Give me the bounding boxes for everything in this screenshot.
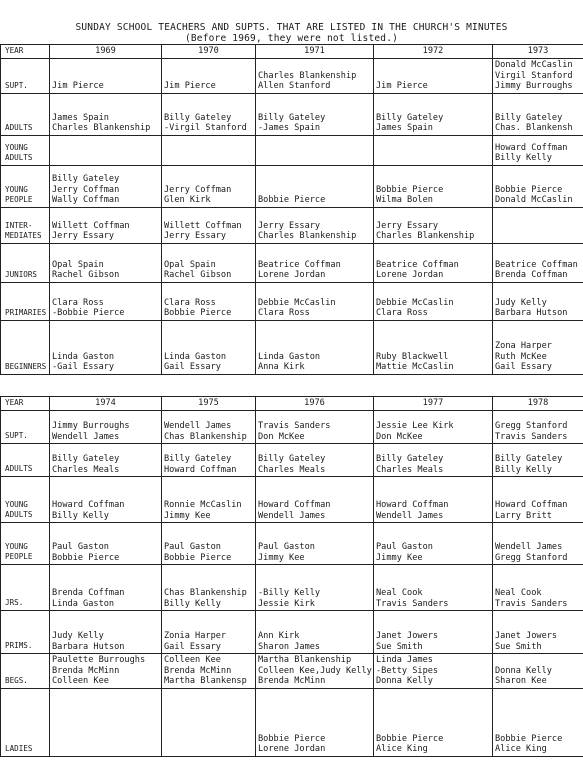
teacher-cell xyxy=(374,411,493,444)
teacher-name: Jerry Essary xyxy=(52,231,115,241)
teacher-cell xyxy=(162,477,256,523)
teacher-name: Bobbie Pierce xyxy=(495,184,563,195)
teacher-name: Janet Jowers xyxy=(495,631,558,641)
teacher-name: Charles Blankenship xyxy=(258,231,357,241)
teacher-cell xyxy=(256,523,374,565)
teacher-name: Brenda McMinn xyxy=(52,665,120,676)
teacher-name: Billy Gateley xyxy=(52,454,120,464)
teacher-name: Jimmy Kee xyxy=(376,552,423,563)
teacher-name: Jimmy Burroughs xyxy=(52,421,130,431)
teacher-cell xyxy=(493,93,583,135)
teacher-name: Wendell James xyxy=(164,421,232,431)
year-header: 1973 xyxy=(493,45,583,59)
teacher-name: Sue Smith xyxy=(376,641,423,652)
teacher-name: Don McKee xyxy=(376,431,423,442)
teacher-name: Glen Kirk xyxy=(164,195,211,205)
teacher-cell xyxy=(374,59,493,94)
teacher-name: Debbie McCaslin xyxy=(258,297,336,308)
teacher-name: Charles Meals xyxy=(52,464,120,475)
teacher-cell xyxy=(162,320,256,374)
teacher-name: Linda James xyxy=(376,655,433,665)
teacher-name: -Virgil Stanford xyxy=(164,123,247,133)
teacher-cell xyxy=(493,59,583,94)
year-header: 1975 xyxy=(162,397,256,411)
teacher-name: Lorene Jordan xyxy=(258,744,326,754)
teacher-cell xyxy=(493,243,583,282)
teacher-name: Howard Coffman xyxy=(495,142,568,153)
teacher-name: -Gail Essary xyxy=(52,362,115,372)
teacher-name: Clara Ross xyxy=(52,297,104,308)
row-label: INTER- MEDIATES xyxy=(1,207,50,243)
teacher-cell xyxy=(256,654,374,689)
teacher-cell xyxy=(162,59,256,94)
teacher-name: Bobbie Pierce xyxy=(52,552,120,563)
teacher-name: Bobbie Pierce xyxy=(376,733,444,744)
teacher-name: Judy Kelly xyxy=(495,297,547,308)
teacher-name: Bobbie Pierce xyxy=(495,733,563,744)
teacher-cell xyxy=(256,93,374,135)
teacher-name: Rachel Gibson xyxy=(164,270,232,280)
row-label: ADULTS xyxy=(1,93,50,135)
teacher-name: Gregg Stanford xyxy=(495,552,568,563)
teacher-name: Howard Coffman xyxy=(52,500,125,510)
table-row xyxy=(1,93,583,135)
teacher-name: Billy Gateley xyxy=(376,112,444,123)
teacher-cell xyxy=(50,523,162,565)
teacher-name: -Bobbie Pierce xyxy=(52,308,125,318)
row-label: YOUNG ADULTS xyxy=(1,135,50,165)
teacher-name: Travis Sanders xyxy=(258,421,331,431)
teacher-cell xyxy=(162,611,256,654)
teacher-name: Billy Gateley xyxy=(164,454,232,464)
teacher-cell xyxy=(493,135,583,165)
teacher-cell xyxy=(50,93,162,135)
teacher-name: Ruth McKee xyxy=(495,351,547,362)
teacher-name: Donna Kelly xyxy=(495,665,552,676)
teacher-name: -Betty Sipes xyxy=(376,665,439,676)
teacher-cell xyxy=(493,688,583,756)
teacher-name: Howard Coffman xyxy=(495,500,568,510)
teacher-name: Wendell James xyxy=(495,542,563,552)
teacher-name: Charles Meals xyxy=(376,464,444,475)
teacher-cell xyxy=(162,654,256,689)
teacher-name: Billy Gateley xyxy=(495,454,563,464)
teacher-cell xyxy=(256,135,374,165)
document-title: SUNDAY SCHOOL TEACHERS AND SUPTS. THAT ARE LISTED IN THE CHURCH'S MINUTES xyxy=(75,22,508,33)
teacher-name: Charles Blankenship xyxy=(52,123,151,133)
teacher-name: Jerry Essary xyxy=(164,231,227,241)
teachers-table-1974-1978 xyxy=(0,396,583,757)
teacher-cell xyxy=(50,565,162,611)
year-header: 1974 xyxy=(50,397,162,411)
teacher-name: Donald McCaslin xyxy=(495,60,573,70)
teacher-name: Billy Kelly xyxy=(495,464,552,475)
teacher-name: Brenda McMinn xyxy=(164,665,232,676)
teacher-name: Brenda Coffman xyxy=(495,270,568,280)
teacher-name: Charles Meals xyxy=(258,464,326,475)
year-header: 1977 xyxy=(374,397,493,411)
teacher-name: Billy Kelly xyxy=(164,598,221,609)
row-label: YOUNG ADULTS xyxy=(1,477,50,523)
teacher-name: Wendell James xyxy=(258,510,326,521)
teacher-name: Zonia Harper xyxy=(164,631,227,641)
table-row xyxy=(1,565,583,611)
teacher-name: Jerry Coffman xyxy=(52,184,120,195)
teacher-name: Opal Spain xyxy=(164,259,216,270)
table-row xyxy=(1,282,583,320)
teacher-name: Colleen Kee xyxy=(52,676,109,686)
teacher-name: Ronnie McCaslin xyxy=(164,500,242,510)
teacher-name: Travis Sanders xyxy=(495,598,568,609)
teacher-name: Howard Coffman xyxy=(164,464,237,475)
teacher-cell xyxy=(162,282,256,320)
teacher-name: Billy Gateley xyxy=(495,112,563,123)
teacher-cell xyxy=(374,282,493,320)
table-row xyxy=(1,654,583,689)
teacher-cell xyxy=(374,444,493,477)
teacher-name: Jerry Essary xyxy=(258,220,321,231)
teacher-cell xyxy=(256,565,374,611)
teacher-name: Linda Gaston xyxy=(52,598,115,609)
teacher-cell xyxy=(493,523,583,565)
teacher-name: Billy Kelly xyxy=(52,510,109,521)
teacher-cell xyxy=(493,477,583,523)
teacher-name: Barbara Hutson xyxy=(495,308,568,318)
row-label: PRIMS. xyxy=(1,611,50,654)
teacher-cell xyxy=(50,207,162,243)
table-row xyxy=(1,135,583,165)
teacher-name: Billy Kelly xyxy=(495,153,552,163)
teacher-name: Gail Essary xyxy=(495,362,552,372)
teacher-cell xyxy=(162,565,256,611)
teachers-table-1969-1973 xyxy=(0,44,583,375)
teacher-name: Colleen Kee,Judy Kelly xyxy=(258,665,372,676)
teacher-cell xyxy=(162,165,256,207)
teacher-name: Linda Gaston xyxy=(258,351,321,362)
teacher-name: Jessie Lee Kirk xyxy=(376,421,454,431)
teacher-cell xyxy=(374,320,493,374)
teacher-name: Martha Blankenship xyxy=(258,655,352,665)
teacher-cell xyxy=(256,611,374,654)
teacher-name: Howard Coffman xyxy=(258,500,331,510)
year-header: 1970 xyxy=(162,45,256,59)
teacher-cell xyxy=(50,654,162,689)
teacher-name: -Billy Kelly xyxy=(258,588,321,598)
year-header: 1971 xyxy=(256,45,374,59)
teacher-cell xyxy=(162,93,256,135)
teacher-name: Beatrice Coffman xyxy=(495,259,578,270)
teacher-cell xyxy=(493,320,583,374)
teacher-cell xyxy=(256,243,374,282)
teacher-name: Brenda Coffman xyxy=(52,588,125,598)
teacher-name: Chas Blankenship xyxy=(164,431,247,442)
teacher-cell xyxy=(162,207,256,243)
table-row xyxy=(1,444,583,477)
teacher-name: Clara Ross xyxy=(376,308,428,318)
teacher-cell xyxy=(256,320,374,374)
teacher-name: Paulette Burroughs xyxy=(52,655,146,665)
teacher-name: Anna Kirk xyxy=(258,362,305,372)
teacher-name: Jimmy Kee xyxy=(164,510,211,521)
teacher-name: Brenda McMinn xyxy=(258,676,326,686)
teacher-name: James Spain xyxy=(376,123,433,133)
teacher-cell xyxy=(256,207,374,243)
teacher-cell xyxy=(162,688,256,756)
teacher-name: Linda Gaston xyxy=(164,351,227,362)
teacher-name: Jim Pierce xyxy=(52,81,104,91)
teacher-cell xyxy=(374,611,493,654)
teacher-name: Rachel Gibson xyxy=(52,270,120,280)
teacher-cell xyxy=(374,93,493,135)
row-label: YOUNG PEOPLE xyxy=(1,523,50,565)
table-row xyxy=(1,477,583,523)
teacher-name: -James Spain xyxy=(258,123,321,133)
teacher-cell xyxy=(493,282,583,320)
teacher-cell xyxy=(374,207,493,243)
row-label: ADULTS xyxy=(1,444,50,477)
teacher-name: Larry Britt xyxy=(495,510,552,521)
teacher-cell xyxy=(162,135,256,165)
teacher-cell xyxy=(50,411,162,444)
teacher-name: Donald McCaslin xyxy=(495,195,573,205)
teacher-name: Don McKee xyxy=(258,431,305,442)
teacher-name: Virgil Stanford xyxy=(495,70,573,81)
teacher-name: Mattie McCaslin xyxy=(376,362,454,372)
table-row xyxy=(1,611,583,654)
teacher-name: Billy Gateley xyxy=(376,454,444,464)
teacher-name: Jerry Coffman xyxy=(164,184,232,195)
teacher-cell xyxy=(493,611,583,654)
teacher-cell xyxy=(374,654,493,689)
table-row xyxy=(1,207,583,243)
teacher-name: Howard Coffman xyxy=(376,500,449,510)
year-header: 1972 xyxy=(374,45,493,59)
teacher-cell xyxy=(493,565,583,611)
teacher-name: Wally Coffman xyxy=(52,195,120,205)
teacher-cell xyxy=(493,444,583,477)
table-row xyxy=(1,411,583,444)
teacher-name: Chas Blankenship xyxy=(164,588,247,598)
teacher-cell xyxy=(162,411,256,444)
teacher-cell xyxy=(256,477,374,523)
year-header: 1976 xyxy=(256,397,374,411)
teacher-cell xyxy=(374,165,493,207)
year-header: 1978 xyxy=(493,397,583,411)
teacher-cell xyxy=(256,444,374,477)
teacher-name: Billy Gateley xyxy=(258,112,326,123)
teacher-name: Wendell James xyxy=(376,510,444,521)
teacher-name: Opal Spain xyxy=(52,259,104,270)
teacher-name: Jim Pierce xyxy=(376,81,428,91)
teacher-name: Jimmy Kee xyxy=(258,552,305,563)
teacher-cell xyxy=(374,565,493,611)
teacher-name: Neal Cook xyxy=(495,588,542,598)
table-row xyxy=(1,523,583,565)
row-label: JUNIORS xyxy=(1,243,50,282)
teacher-name: Jim Pierce xyxy=(164,81,216,91)
teacher-name: Sharon Kee xyxy=(495,676,547,686)
teacher-cell xyxy=(162,523,256,565)
teacher-name: Barbara Hutson xyxy=(52,641,125,652)
teacher-name: Charles Blankenship xyxy=(376,231,475,241)
teacher-name: Jessie Kirk xyxy=(258,598,315,609)
teacher-name: Sue Smith xyxy=(495,641,542,652)
teacher-name: Jimmy Burroughs xyxy=(495,81,573,91)
teacher-name: Gail Essary xyxy=(164,362,221,372)
teacher-cell xyxy=(256,165,374,207)
row-label: PRIMARIES xyxy=(1,282,50,320)
teacher-name: Bobbie Pierce xyxy=(258,733,326,744)
teacher-name: Debbie McCaslin xyxy=(376,297,454,308)
year-header: 1969 xyxy=(50,45,162,59)
document-subtitle: (Before 1969, they were not listed.) xyxy=(184,33,399,44)
teacher-cell xyxy=(256,59,374,94)
teacher-name: Travis Sanders xyxy=(495,431,568,442)
teacher-name: Neal Cook xyxy=(376,588,423,598)
teacher-name: James Spain xyxy=(52,112,109,123)
table-row xyxy=(1,243,583,282)
teacher-name: Alice King xyxy=(376,744,428,754)
teacher-name: Ann Kirk xyxy=(258,631,300,641)
teacher-name: Donna Kelly xyxy=(376,676,433,686)
teacher-name: Beatrice Coffman xyxy=(258,259,341,270)
teacher-cell xyxy=(493,165,583,207)
teacher-name: Jerry Essary xyxy=(376,220,439,231)
teacher-cell xyxy=(493,654,583,689)
teacher-name: Bobbie Pierce xyxy=(164,308,232,318)
table-row xyxy=(1,688,583,756)
teacher-name: Paul Gaston xyxy=(376,542,433,552)
teacher-name: Bobbie Pierce xyxy=(376,184,444,195)
row-label: BEGINNERS xyxy=(1,320,50,374)
teacher-name: Wendell James xyxy=(52,431,120,442)
table-row xyxy=(1,59,583,94)
teacher-cell xyxy=(374,523,493,565)
teacher-name: Bobbie Pierce xyxy=(258,195,326,205)
teacher-cell xyxy=(162,243,256,282)
teacher-cell xyxy=(50,477,162,523)
teacher-name: Paul Gaston xyxy=(164,542,221,552)
teacher-cell xyxy=(374,688,493,756)
teacher-cell xyxy=(256,411,374,444)
teacher-name: Lorene Jordan xyxy=(258,270,326,280)
teacher-name: Clara Ross xyxy=(258,308,310,318)
teacher-name: Paul Gaston xyxy=(52,542,109,552)
teacher-name: Wilma Bolen xyxy=(376,195,433,205)
teacher-name: Colleen Kee xyxy=(164,655,221,665)
teacher-name: Zona Harper xyxy=(495,341,552,351)
teacher-name: Gail Essary xyxy=(164,641,221,652)
teacher-name: Sharon James xyxy=(258,641,321,652)
teacher-name: Chas. Blankensh xyxy=(495,123,573,133)
teacher-cell xyxy=(256,282,374,320)
row-label: SUPT. xyxy=(1,411,50,444)
teacher-name: Clara Ross xyxy=(164,297,216,308)
teacher-cell xyxy=(256,688,374,756)
teacher-cell xyxy=(50,165,162,207)
teacher-cell xyxy=(162,444,256,477)
teacher-name: Willett Coffman xyxy=(164,220,242,231)
teacher-cell xyxy=(50,135,162,165)
teacher-cell xyxy=(374,243,493,282)
teacher-cell xyxy=(50,320,162,374)
teacher-name: Billy Gateley xyxy=(258,454,326,464)
teacher-name: Allen Stanford xyxy=(258,81,331,91)
teacher-name: Willett Coffman xyxy=(52,220,130,231)
row-label: YOUNG PEOPLE xyxy=(1,165,50,207)
teacher-name: Judy Kelly xyxy=(52,631,104,641)
teacher-cell xyxy=(50,282,162,320)
teacher-name: Janet Jowers xyxy=(376,631,439,641)
teacher-name: Linda Gaston xyxy=(52,351,115,362)
teacher-cell xyxy=(50,688,162,756)
row-label: SUPT. xyxy=(1,59,50,94)
year-header-label: YEAR xyxy=(1,45,50,59)
teacher-name: Beatrice Coffman xyxy=(376,259,459,270)
teacher-cell xyxy=(50,243,162,282)
table-row xyxy=(1,320,583,374)
teacher-cell xyxy=(50,444,162,477)
teacher-cell xyxy=(493,207,583,243)
teacher-name: Ruby Blackwell xyxy=(376,351,449,362)
teacher-name: Martha Blankensp xyxy=(164,676,247,686)
teacher-name: Gregg Stanford xyxy=(495,421,568,431)
teacher-name: Lorene Jordan xyxy=(376,270,444,280)
row-label: BEGS. xyxy=(1,654,50,689)
teacher-name: Bobbie Pierce xyxy=(164,552,232,563)
table-row xyxy=(1,165,583,207)
teacher-name: Billy Gateley xyxy=(52,174,120,184)
teacher-cell xyxy=(493,411,583,444)
teacher-name: Billy Gateley xyxy=(164,112,232,123)
teacher-cell xyxy=(374,477,493,523)
teacher-cell xyxy=(50,611,162,654)
teacher-name: Alice King xyxy=(495,744,547,754)
year-header-label: YEAR xyxy=(1,397,50,411)
row-label: LADIES xyxy=(1,688,50,756)
teacher-cell xyxy=(374,135,493,165)
row-label: JRS. xyxy=(1,565,50,611)
teacher-name: Travis Sanders xyxy=(376,598,449,609)
teacher-name: Paul Gaston xyxy=(258,542,315,552)
teacher-cell xyxy=(50,59,162,94)
teacher-name: Charles Blankenship xyxy=(258,70,357,81)
